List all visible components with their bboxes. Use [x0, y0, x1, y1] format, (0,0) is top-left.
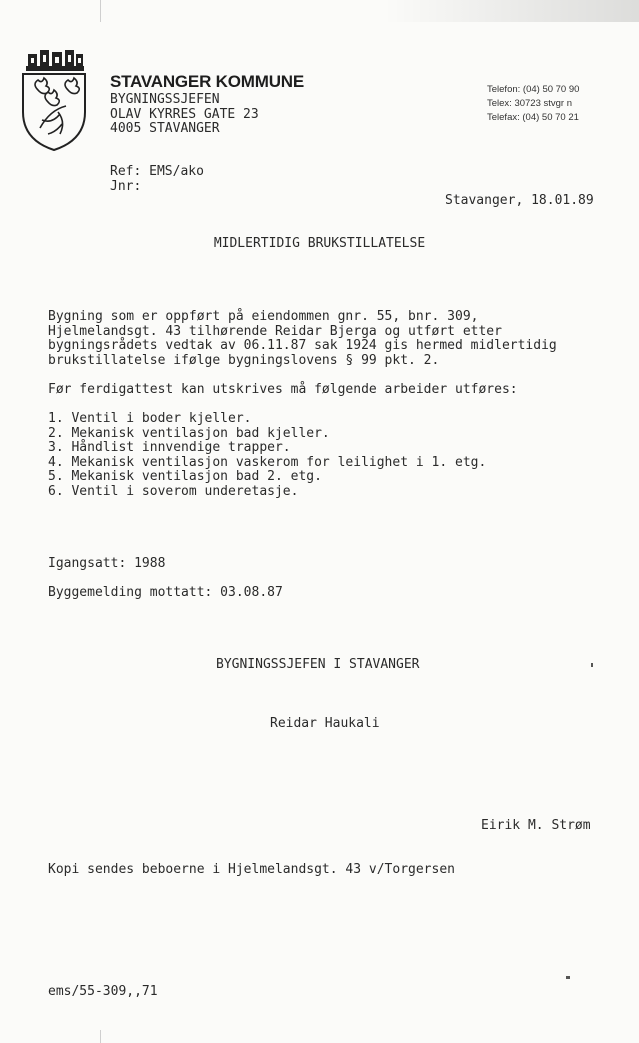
- signer-name: Reidar Haukali: [270, 716, 380, 731]
- org-department: BYGNINGSSJEFEN: [110, 92, 220, 107]
- contact-telephone: Telefon: (04) 50 70 90: [487, 84, 580, 95]
- copy-note: Kopi sendes beboerne i Hjelmelandsgt. 43 v/Torgersen: [48, 862, 455, 877]
- work-list-intro: Før ferdigattest kan utskrives må følgende arbeider utføres:: [48, 382, 518, 397]
- org-city: 4005 STAVANGER: [110, 121, 220, 136]
- list-item: 2. Mekanisk ventilasjon bad kjeller.: [48, 425, 330, 441]
- contact-telefax: Telefax: (04) 50 70 21: [487, 112, 579, 123]
- list-item: 3. Håndlist innvendige trapper.: [48, 440, 291, 455]
- place-date: Stavanger, 18.01.89: [445, 193, 594, 208]
- organization-address: [110, 93, 259, 137]
- org-street: OLAV KYRRES GATE 23: [110, 106, 259, 122]
- body-line: bygningsrådets vedtak av 06.11.87 sak 1924 gis hermed midlertidig: [48, 338, 557, 353]
- reference-jnr: Jnr:: [110, 178, 142, 194]
- fold-mark-bottom: [100, 1030, 101, 1043]
- body-paragraph: [48, 310, 557, 368]
- scan-shading: [0, 0, 639, 22]
- fold-mark-top: [100, 0, 101, 22]
- scan-speck: [591, 663, 593, 667]
- notice-received: Byggemelding mottatt: 03.08.87: [48, 585, 283, 600]
- list-item: 5. Mekanisk ventilasjon bad 2. etg.: [48, 469, 322, 484]
- contact-telex: Telex: 30723 stvgr n: [487, 98, 573, 109]
- organization-name: STAVANGER KOMMUNE: [110, 72, 304, 91]
- signature-office: BYGNINGSSJEFEN I STAVANGER: [216, 657, 420, 672]
- footer-code: ems/55-309,,71: [48, 984, 158, 999]
- started-year: Igangsatt: 1988: [48, 556, 166, 571]
- contact-details: [487, 83, 579, 125]
- body-line: Bygning som er oppført på eiendommen gnr. 55, bnr. 309,: [48, 309, 479, 324]
- reference-block: [110, 165, 204, 194]
- list-item: 6. Ventil i soverom underetasje.: [48, 483, 299, 499]
- stavanger-coat-of-arms-logo: [18, 50, 90, 152]
- second-signer-name: Eirik M. Strøm: [481, 818, 591, 833]
- body-line: Hjelmelandsgt. 43 tilhørende Reidar Bjerga og utført etter: [48, 323, 502, 339]
- list-item: 1. Ventil i boder kjeller.: [48, 411, 252, 426]
- reference-ref: Ref: EMS/ako: [110, 164, 204, 179]
- document-title: MIDLERTIDIG BRUKSTILLATELSE: [213, 236, 426, 251]
- scan-speck: [566, 976, 570, 979]
- work-items-list: [48, 412, 486, 499]
- body-line: brukstillatelse ifølge bygningslovens § 99 pkt. 2.: [48, 352, 440, 368]
- list-item: 4. Mekanisk ventilasjon vaskerom for leilighet i 1. etg.: [48, 454, 487, 470]
